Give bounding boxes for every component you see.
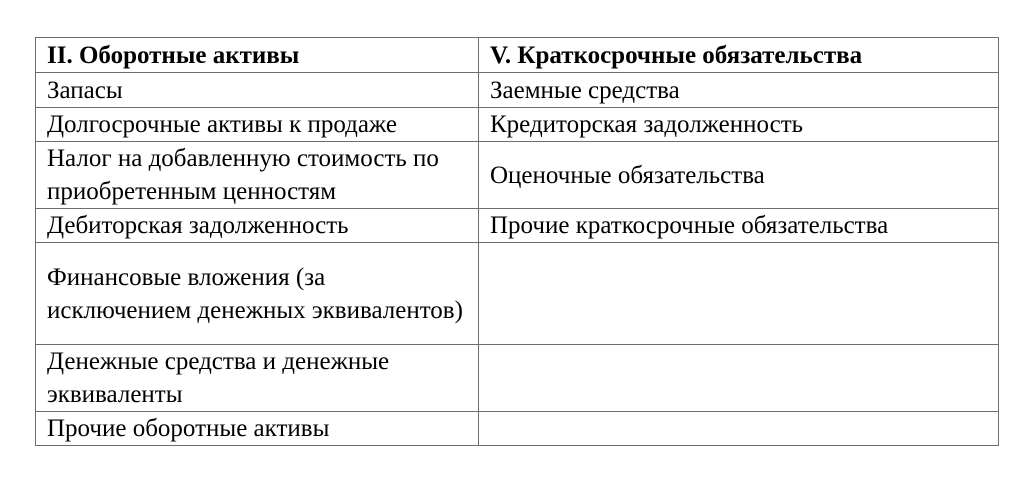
- balance-sheet-table: [35, 37, 999, 446]
- table-row: [36, 209, 999, 243]
- asset-cell: Запасы: [36, 73, 479, 108]
- liability-cell: [479, 412, 999, 446]
- asset-cell: Дебиторская задолженность: [36, 209, 479, 243]
- table-row: [36, 243, 999, 345]
- table-row: [36, 73, 999, 108]
- liability-cell: Оценочные обязательства: [479, 142, 999, 209]
- liability-cell: Кредиторская задолженность: [479, 108, 999, 142]
- table-header-row: [36, 38, 999, 73]
- table-row: [36, 108, 999, 142]
- asset-cell: Денежные средства и денежные эквиваленты: [36, 345, 479, 412]
- liability-cell: Прочие краткосрочные обязательства: [479, 209, 999, 243]
- liability-cell: Заемные средства: [479, 73, 999, 108]
- table-row: [36, 345, 999, 412]
- header-short-term-liabilities: V. Краткосрочные обязательства: [479, 38, 999, 73]
- asset-cell: Финансовые вложения (за исключением денежных эквивалентов): [36, 243, 479, 345]
- asset-cell: Долгосрочные активы к продаже: [36, 108, 479, 142]
- table-row: [36, 412, 999, 446]
- liability-cell: [479, 243, 999, 345]
- liability-cell: [479, 345, 999, 412]
- asset-cell: Налог на добавленную стоимость по приобретенным ценностям: [36, 142, 479, 209]
- asset-cell: Прочие оборотные активы: [36, 412, 479, 446]
- header-current-assets: II. Оборотные активы: [36, 38, 479, 73]
- table-row: [36, 142, 999, 209]
